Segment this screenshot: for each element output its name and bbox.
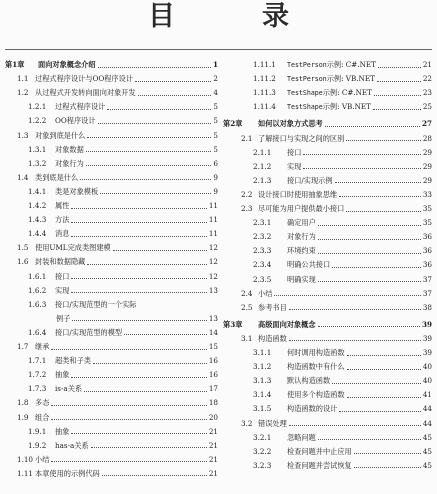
toc-entry-number: 3.1.2	[253, 362, 272, 372]
toc-entry-title: 高级面向对象概念	[258, 319, 316, 329]
toc-entry-page: 5	[213, 116, 218, 126]
toc-entry-title: 本章使用的示例代码	[35, 468, 100, 478]
toc-leader-dots	[91, 446, 207, 448]
toc-entry-page: 9	[213, 172, 218, 182]
toc-entry-number: 1.6.4	[28, 327, 47, 337]
toc-entry[interactable]	[223, 60, 432, 70]
toc-leader-dots	[84, 390, 207, 392]
toc-entry-page: 36	[422, 246, 432, 256]
toc-entry-page: 15	[208, 342, 218, 351]
toc-entry-page: 45	[422, 432, 432, 442]
toc-entry-title: 默认构造函数	[287, 376, 331, 386]
toc-entry-number: 1.2.1	[28, 102, 47, 112]
toc-entry-number: 3.2.3	[253, 460, 272, 470]
toc-entry[interactable]	[5, 469, 218, 479]
toc-entry-title: 设计接口时使用抽象思维	[258, 189, 338, 199]
toc-entry-number: 1.3.1	[28, 144, 47, 154]
toc-leader-dots	[107, 108, 211, 110]
toc-entry-number: 3.2	[241, 418, 253, 428]
toc-leader-dots	[318, 325, 420, 327]
toc-entry[interactable]	[5, 398, 218, 408]
toc-leader-dots	[325, 125, 420, 127]
toc-entry-number: 1.4.3	[28, 215, 47, 225]
toc-entry-title: 接口/实现范型的模型	[55, 327, 123, 337]
toc-leader-dots	[339, 410, 421, 412]
toc-leader-dots	[318, 238, 421, 240]
toc-entry-number: 1.4.1	[28, 186, 47, 196]
toc-entry-number: 1.9.1	[28, 426, 47, 436]
toc-leader-dots	[86, 150, 212, 152]
toc-entry-page: 12	[208, 257, 218, 267]
toc-entry[interactable]	[223, 119, 432, 129]
toc-entry-number: 3.1	[241, 333, 253, 343]
toc-entry[interactable]	[223, 390, 432, 400]
toc-entry-title: 忽略问题	[287, 432, 316, 442]
toc-entry[interactable]	[5, 145, 218, 155]
toc-entry-page: 4	[213, 88, 218, 98]
toc-entry[interactable]	[5, 441, 218, 451]
toc-entry-page: 35	[422, 218, 432, 228]
toc-entry[interactable]	[5, 60, 218, 70]
toc-leader-dots	[71, 376, 206, 378]
toc-leader-dots	[347, 354, 421, 356]
toc-entry-title: 实现	[55, 285, 70, 295]
toc-entry-title: 超类和子类	[55, 356, 91, 366]
toc-leader-dots	[373, 108, 421, 110]
toc-leader-dots	[318, 438, 421, 440]
toc-entry-page: 20	[208, 412, 218, 422]
toc-entry-title: 接口	[287, 147, 302, 157]
toc-entry[interactable]	[5, 356, 218, 366]
toc-entry-number: 2.1.3	[253, 175, 272, 185]
toc-entry-title: 环境约束	[287, 246, 316, 256]
toc-entry-title: 确定用户	[287, 218, 316, 228]
toc-leader-dots	[346, 139, 421, 141]
toc-entry[interactable]	[223, 176, 432, 186]
toc-entry-page: 37	[422, 274, 432, 284]
toc-leader-dots	[289, 424, 421, 426]
toc-entry-page: 36	[422, 232, 432, 242]
toc-entry-page: 21	[208, 468, 218, 478]
toc-entry-title: TestShape示例: C#.NET	[287, 88, 372, 98]
toc-entry-page: 21	[208, 426, 218, 436]
toc-entry[interactable]	[5, 131, 218, 141]
toc-entry[interactable]	[223, 246, 432, 256]
toc-entry-page: 40	[422, 376, 432, 386]
toc-entry-page: 13	[208, 285, 218, 295]
title-divider	[5, 49, 432, 50]
toc-entry-page: 9	[213, 186, 218, 196]
toc-leader-dots	[51, 348, 206, 350]
toc-entry-number: 2.1.1	[253, 147, 272, 157]
toc-entry[interactable]	[223, 162, 432, 172]
toc-entry-title: 小结	[35, 454, 50, 464]
toc-leader-dots	[86, 164, 212, 166]
toc-leader-dots	[274, 294, 420, 296]
toc-entry-number: 1.11.3	[253, 88, 276, 98]
toc-leader-dots	[374, 94, 421, 96]
toc-entry-number: 1.7.3	[28, 384, 47, 394]
toc-entry-number: 3.1.5	[253, 404, 272, 414]
toc-entry-page: 21	[422, 60, 432, 69]
toc-entry-number: 1.2.2	[28, 116, 47, 126]
toc-entry-page: 40	[422, 362, 432, 372]
toc-leader-dots	[354, 466, 421, 468]
toc-entry-number: 1.7.1	[28, 356, 47, 366]
toc-entry-page: 41	[422, 390, 432, 400]
toc-entry-page: 23	[422, 88, 432, 98]
toc-entry-title: 错误处理	[258, 418, 287, 428]
toc-entry-number: 1.7.2	[28, 370, 47, 380]
toc-entry[interactable]	[5, 342, 218, 352]
toc-entry[interactable]	[223, 148, 432, 158]
toc-entry-title: OO程序设计	[55, 116, 96, 126]
toc-entry[interactable]	[223, 320, 432, 330]
toc-entry[interactable]	[223, 88, 432, 98]
toc-entry-title: 类是对象模板	[55, 186, 99, 196]
toc-entry[interactable]	[5, 74, 218, 84]
toc-entry-title: 接口/实现范型的一个实际	[55, 299, 137, 309]
toc-entry-page: 17	[208, 384, 218, 394]
toc-entry[interactable]	[5, 427, 218, 437]
toc-entry-number: 1.11	[17, 468, 34, 478]
toc-entry-number: 第1章	[5, 60, 25, 69]
toc-leader-dots	[93, 362, 207, 364]
toc-entry-title: 接口/实现示例	[287, 175, 333, 185]
toc-entry-page: 13	[208, 313, 218, 323]
toc-entry-title: 继承	[35, 342, 50, 351]
toc-entry[interactable]	[5, 215, 218, 225]
toc-entry-page: 21	[208, 454, 218, 464]
toc-entry-page: 11	[208, 201, 218, 210]
toc-entry-page: 39	[422, 348, 432, 357]
toc-entry-title: 过程式程序设计	[55, 102, 106, 112]
toc-entry-page: 5	[213, 144, 218, 154]
toc-entry[interactable]	[223, 419, 432, 429]
toc-entry[interactable]	[5, 88, 218, 98]
toc-leader-dots	[289, 308, 421, 310]
toc-entry[interactable]	[5, 257, 218, 267]
toc-entry[interactable]	[223, 232, 432, 242]
toc-entry-page: 27	[421, 119, 432, 129]
toc-entry[interactable]	[5, 384, 218, 394]
toc-entry[interactable]	[223, 334, 432, 344]
toc-leader-dots	[71, 291, 206, 293]
toc-entry-title: has-a关系	[55, 440, 89, 450]
toc-entry-title: 明确公共接口	[287, 260, 331, 270]
toc-entry-page: 2	[213, 74, 218, 84]
toc-entry-number: 2.1	[241, 133, 253, 143]
toc-entry-title: 检查问题并中止应用	[287, 446, 352, 456]
toc-entry-page: 18	[208, 398, 218, 408]
toc-entry[interactable]	[5, 243, 218, 253]
toc-entry-page: 33	[422, 189, 432, 199]
toc-leader-dots	[51, 418, 206, 420]
toc-entry-title: 小结	[258, 288, 273, 298]
toc-entry-number: 3.1.1	[253, 348, 272, 357]
toc-leader-dots	[347, 368, 421, 370]
toc-leader-dots	[303, 167, 420, 169]
toc-entry-page: 11	[208, 215, 218, 225]
toc-leader-dots	[339, 195, 421, 197]
toc-entry[interactable]	[223, 74, 432, 84]
toc-entry-number: 2.1.2	[253, 161, 272, 171]
toc-entry-number: 1.11.4	[253, 102, 276, 112]
toc-entry-page: 45	[422, 446, 432, 456]
toc-entry-title: 使用多个构造函数	[287, 390, 345, 400]
toc-leader-dots	[303, 153, 420, 155]
toc-leader-dots	[135, 80, 211, 82]
toc-entry-number: 1.8	[17, 398, 29, 408]
toc-entry[interactable]	[5, 229, 218, 239]
toc-entry-title: 类到底是什么	[35, 172, 79, 182]
toc-entry[interactable]	[223, 102, 432, 112]
toc-entry[interactable]	[5, 328, 218, 338]
toc-entry-number: 1.3.2	[28, 158, 47, 168]
toc-entry-number: 1.9.2	[28, 440, 47, 450]
toc-entry[interactable]	[5, 370, 218, 380]
toc-leader-dots	[71, 235, 206, 237]
toc-entry-page: 6	[213, 158, 218, 168]
toc-entry-number: 1.4	[17, 172, 29, 182]
toc-entry-page: 29	[422, 147, 432, 157]
toc-entry-number: 3.2.2	[253, 446, 272, 456]
toc-leader-dots	[332, 266, 421, 268]
toc-entry-page: 14	[208, 327, 218, 337]
toc-entry-title: 组合	[35, 412, 50, 422]
toc-entry-title: 接口	[55, 271, 70, 281]
toc-leader-dots	[80, 178, 211, 180]
toc-leader-dots	[347, 396, 421, 398]
toc-entry-number: 1.10	[17, 454, 34, 464]
toc-entry-number: 1.1	[17, 74, 29, 84]
toc-entry[interactable]	[223, 204, 432, 214]
toc-entry-page: 29	[422, 175, 432, 185]
toc-entry-page: 44	[422, 404, 432, 414]
toc-leader-dots	[289, 339, 421, 341]
toc-entry[interactable]	[5, 116, 218, 126]
toc-leader-dots	[346, 210, 421, 212]
toc-entry-number: 1.4.2	[28, 201, 47, 210]
toc-leader-dots	[335, 181, 421, 183]
toc-entry[interactable]	[5, 187, 218, 197]
toc-entry-title: 对象行为	[287, 232, 316, 242]
toc-entry-title: 如何以对象方式思考	[258, 119, 323, 129]
toc-entry-page: 29	[422, 161, 432, 171]
toc-entry[interactable]	[223, 348, 432, 358]
toc-entry[interactable]	[223, 447, 432, 457]
toc-entry-title: 属性	[55, 201, 70, 210]
toc-leader-dots	[318, 252, 421, 254]
toc-entry-page: 36	[422, 260, 432, 270]
toc-entry-title: 参考书目	[258, 302, 287, 312]
toc-entry[interactable]	[5, 300, 218, 310]
toc-entry-title: 多态	[35, 398, 50, 408]
toc-leader-dots	[102, 474, 207, 476]
toc-entry[interactable]	[5, 455, 218, 465]
toc-entry-number: 3.1.4	[253, 390, 272, 400]
toc-entry-page: 5	[213, 102, 218, 112]
toc-entry[interactable]	[5, 286, 218, 296]
toc-leader-dots	[51, 404, 206, 406]
toc-entry[interactable]	[5, 314, 218, 324]
toc-entry-number: 2.3.4	[253, 260, 272, 270]
toc-entry-number: 1.6.2	[28, 285, 47, 295]
toc-leader-dots	[318, 280, 421, 282]
toc-entry-number: 2.3	[241, 204, 253, 213]
toc-entry-title: 对象行为	[55, 158, 84, 168]
toc-entry-number: 1.5	[17, 243, 29, 253]
toc-entry-page: 28	[422, 133, 432, 143]
toc-leader-dots	[100, 192, 211, 194]
toc-leader-dots	[72, 319, 206, 321]
toc-entry[interactable]	[5, 173, 218, 183]
toc-entry-title: 方法	[55, 215, 70, 225]
toc-entry-title: TestShape示例: VB.NET	[287, 102, 371, 112]
page-title: 目 录	[148, 1, 319, 32]
toc-entry[interactable]	[223, 376, 432, 386]
toc-entry-number: 1.6.1	[28, 271, 47, 281]
toc-entry-number: 1.2	[17, 88, 29, 98]
toc-leader-dots	[71, 207, 206, 209]
toc-entry[interactable]	[223, 260, 432, 270]
toc-leader-dots	[87, 136, 211, 138]
toc-entry[interactable]	[223, 404, 432, 414]
toc-leader-dots	[51, 460, 206, 462]
toc-entry-number: 1.9	[17, 412, 29, 422]
toc-entry-title: TestPerson示例: C#.NET	[287, 60, 376, 69]
toc-entry-number: 1.11.1	[253, 60, 276, 69]
toc-entry-page: 12	[208, 271, 218, 281]
toc-entry-page: 12	[208, 243, 218, 253]
toc-entry-title: 面向对象概念介绍	[38, 60, 96, 69]
toc-leader-dots	[124, 333, 207, 335]
toc-entry-number: 1.4.4	[28, 229, 47, 239]
toc-entry-page: 39	[422, 333, 432, 343]
toc-entry-title: 构造函数	[258, 333, 287, 343]
toc-entry-number: 2.3.5	[253, 274, 272, 284]
toc-entry-number: 1.11.2	[253, 74, 276, 84]
toc-entry[interactable]	[223, 275, 432, 285]
toc-entry-page: 44	[422, 418, 432, 428]
toc-entry-number: 1.7	[17, 342, 29, 351]
toc-entry-number: 2.3.1	[253, 218, 272, 228]
toc-entry[interactable]	[5, 102, 218, 112]
toc-entry-title: 检查问题并尝试恢复	[287, 460, 352, 470]
toc-entry-title: TestPerson示例: VB.NET	[287, 74, 375, 84]
toc-entry-number: 2.3.3	[253, 246, 272, 256]
toc-entry[interactable]	[223, 433, 432, 443]
toc-entry-title: 对象到底是什么	[35, 130, 86, 140]
toc-entry-title: 对象数据	[55, 144, 84, 154]
toc-entry-page: 11	[208, 229, 218, 239]
toc-leader-dots	[354, 452, 421, 454]
toc-entry-title: 何时调用构造函数	[287, 348, 345, 357]
toc-entry-page: 21	[208, 440, 218, 450]
toc-entry-page: 22	[422, 74, 432, 84]
toc-leader-dots	[71, 277, 206, 279]
toc-entry-page: 35	[422, 204, 432, 213]
toc-entry-page: 45	[422, 460, 432, 470]
toc-entry[interactable]	[223, 218, 432, 228]
toc-entry[interactable]	[5, 413, 218, 423]
toc-entry[interactable]	[223, 289, 432, 299]
toc-entry-number: 2.3.2	[253, 232, 272, 242]
toc-entry-number: 第3章	[223, 319, 243, 329]
toc-entry-number: 第2章	[223, 119, 243, 129]
toc-entry[interactable]	[223, 190, 432, 200]
toc-entry-title: 从过程式开发转向面向对象开发	[35, 88, 136, 98]
toc-entry-number: 2.5	[241, 302, 253, 312]
toc-entry-title: 过程式程序设计与OO程序设计	[35, 74, 134, 84]
toc-entry-title: 实现	[287, 161, 302, 171]
toc-entry-title: 抽象	[55, 426, 70, 436]
toc-entry-page: 16	[208, 370, 218, 380]
toc-leader-dots	[332, 382, 421, 384]
toc-entry-title: 消息	[55, 229, 70, 239]
toc-entry-page: 37	[422, 288, 432, 298]
toc-leader-dots	[377, 80, 421, 82]
toc-entry-title: 封装和数据隐藏	[35, 257, 86, 267]
toc-entry-title: 明确实现	[287, 274, 316, 284]
toc-entry-number: 2.2	[241, 189, 253, 199]
toc-entry-number: 3.1.3	[253, 376, 272, 386]
toc-entry[interactable]	[5, 201, 218, 211]
toc-entry-page: 1	[212, 60, 218, 69]
toc-entry-title: 构造函数中有什么	[287, 362, 345, 372]
toc-entry-number: 3.2.1	[253, 432, 272, 442]
toc-entry-page: 38	[422, 302, 432, 312]
toc-leader-dots	[98, 66, 211, 68]
toc-entry[interactable]	[223, 461, 432, 471]
toc-entry-title: 抽象	[55, 370, 70, 380]
toc-entry-number: 2.4	[241, 288, 253, 298]
toc-entry[interactable]	[223, 134, 432, 144]
toc-entry-number: 1.6.3	[28, 299, 47, 309]
toc-entry-number: 1.6	[17, 257, 29, 267]
toc-entry[interactable]	[223, 303, 432, 313]
toc-leader-dots	[98, 122, 212, 124]
toc-leader-dots	[138, 94, 212, 96]
toc-entry-page: 25	[422, 102, 432, 112]
toc-leader-dots	[87, 263, 207, 265]
toc-entry-title: 例子	[56, 313, 71, 323]
toc-entry-title: is-a关系	[55, 384, 83, 394]
toc-entry[interactable]	[5, 272, 218, 282]
toc-entry-title: 了解接口与实现之间的区别	[258, 133, 345, 143]
toc-leader-dots	[378, 66, 421, 68]
toc-entry[interactable]	[223, 362, 432, 372]
toc-entry-page: 5	[213, 130, 218, 140]
toc-entry-title: 尽可能为用户提供最小接口	[258, 204, 345, 213]
toc-entry-title: 构造函数的设计	[287, 404, 338, 414]
toc-entry[interactable]	[5, 159, 218, 169]
toc-entry-number: 1.3	[17, 130, 29, 140]
toc-leader-dots	[71, 221, 206, 223]
toc-entry-title: 使用UML完成类图建模	[35, 243, 111, 253]
toc-leader-dots	[71, 432, 206, 434]
toc-leader-dots	[318, 224, 421, 226]
toc-entry-page: 16	[208, 356, 218, 366]
toc-leader-dots	[113, 249, 207, 251]
toc-entry-page: 39	[421, 319, 432, 329]
